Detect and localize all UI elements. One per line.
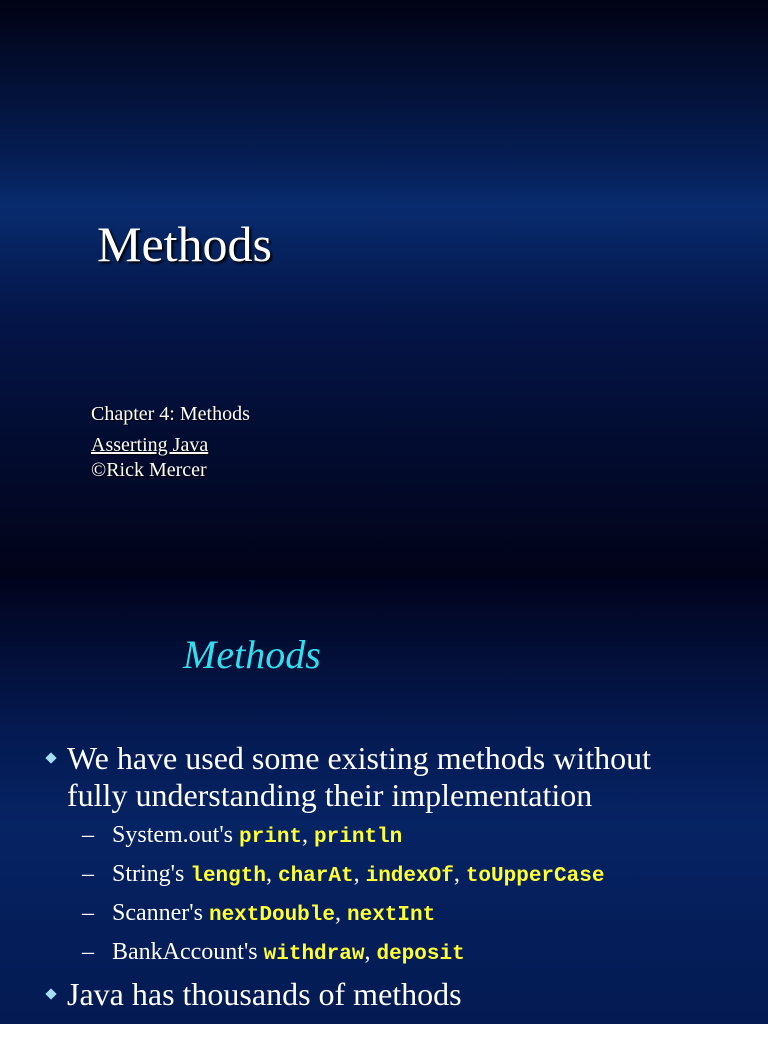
sub-bullet-prefix: System.out's bbox=[112, 822, 240, 848]
sub-bullet-item bbox=[0, 1019, 768, 1055]
separator: , bbox=[364, 939, 377, 965]
bullet-text-line1: We have used some existing methods without bbox=[67, 740, 651, 776]
sub-bullet-item bbox=[0, 856, 768, 895]
bullet-list bbox=[0, 740, 768, 1055]
method-name-code: indexOf bbox=[365, 865, 454, 888]
separator: , bbox=[265, 861, 278, 887]
method-name-code: withdraw bbox=[263, 943, 365, 966]
method-name-code: nextDouble bbox=[208, 904, 335, 927]
sub-bullet-text: We often need to create our own bbox=[112, 1024, 424, 1050]
dash-bullet-icon: – bbox=[82, 822, 94, 848]
method-name-code: println bbox=[314, 826, 403, 849]
method-name-code: print bbox=[239, 826, 303, 849]
bullet-item bbox=[0, 740, 768, 814]
bullet-text: Java has thousands of methods bbox=[67, 976, 462, 1012]
sub-bullet-item bbox=[0, 934, 768, 973]
sub-bullet-item bbox=[0, 895, 768, 934]
dash-bullet-icon: – bbox=[82, 900, 94, 926]
author-label: ©Rick Mercer bbox=[91, 459, 207, 481]
sub-bullet-item bbox=[0, 817, 768, 856]
dash-bullet-icon: – bbox=[82, 1024, 94, 1050]
separator: , bbox=[335, 900, 347, 926]
slide-title: Methods bbox=[97, 216, 272, 272]
method-name-code: charAt bbox=[277, 865, 354, 888]
separator: , bbox=[353, 861, 366, 887]
sub-bullet-prefix: BankAccount's bbox=[112, 939, 264, 965]
chapter-label: Chapter 4: Methods bbox=[91, 403, 250, 425]
method-name-code: toUpperCase bbox=[465, 865, 605, 888]
dash-bullet-icon: – bbox=[82, 861, 94, 887]
bullet-item bbox=[0, 976, 768, 1013]
method-name-code: deposit bbox=[376, 943, 465, 966]
book-link[interactable]: Asserting Java bbox=[91, 434, 209, 456]
dash-bullet-icon: – bbox=[82, 939, 94, 965]
method-name-code: nextInt bbox=[347, 904, 436, 927]
slide-title: Methods bbox=[183, 632, 321, 677]
methods-slide bbox=[0, 576, 768, 1050]
diamond-bullet-icon bbox=[45, 988, 56, 999]
method-name-code: length bbox=[190, 865, 266, 888]
diamond-bullet-icon bbox=[45, 752, 56, 763]
bullet-text-line2: fully understanding their implementation bbox=[67, 777, 593, 813]
sub-bullet-list bbox=[0, 817, 768, 973]
separator: , bbox=[453, 861, 466, 887]
sub-bullet-prefix: String's bbox=[112, 861, 191, 887]
separator: , bbox=[302, 822, 315, 848]
sub-bullet-prefix: Scanner's bbox=[112, 900, 209, 926]
